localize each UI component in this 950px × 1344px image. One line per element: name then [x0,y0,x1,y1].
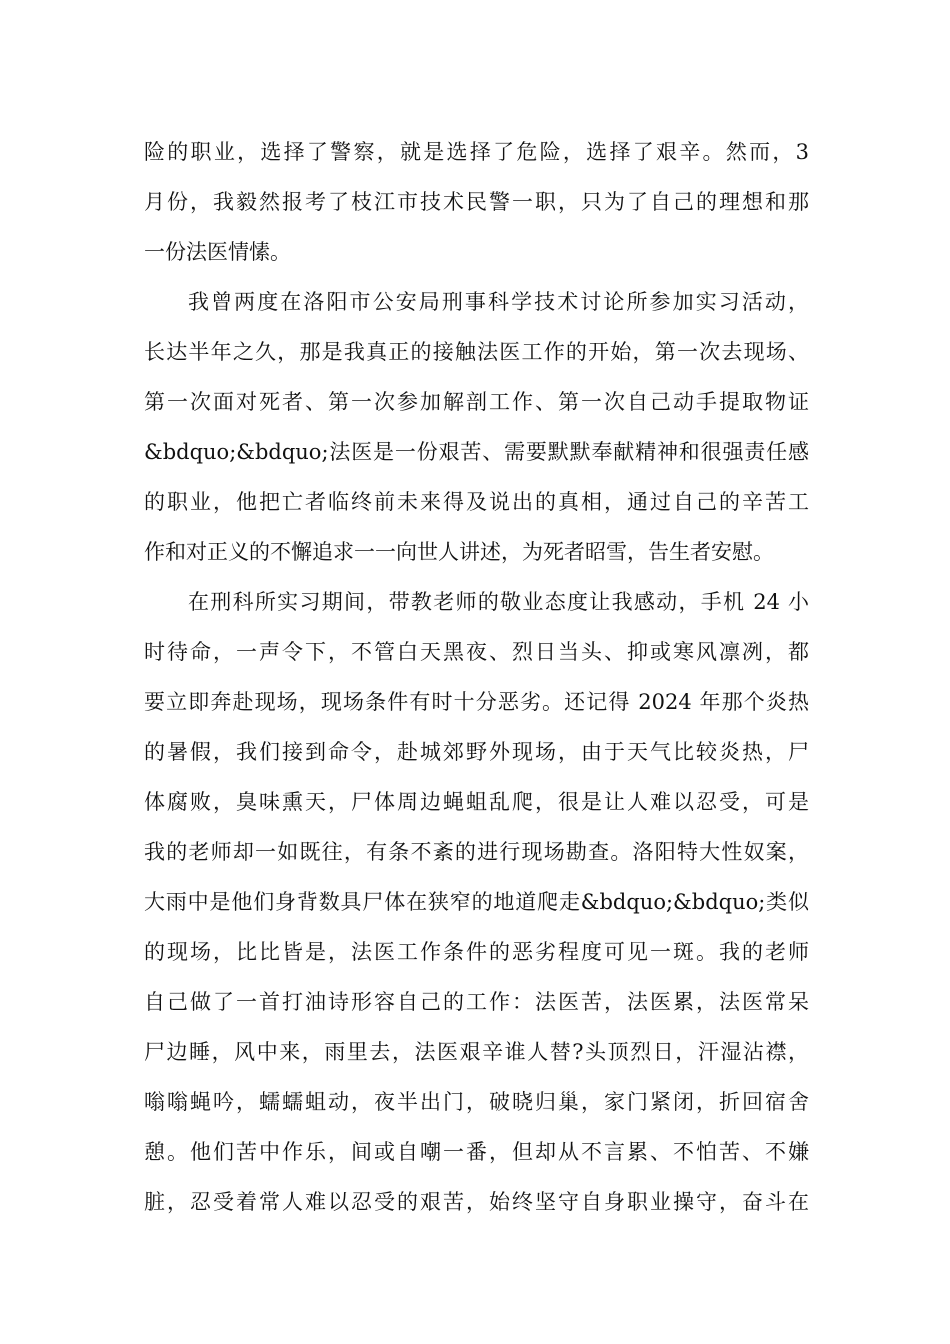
paragraph-first-line: 在刑科所实习期间，带教老师的敬业态度让我感动，手机 24 小 [188,590,809,614]
text-line: 时待命，一声令下，不管白天黑夜、烈日当头、抑或寒风凛冽，都 [144,640,809,664]
text-line: 体腐败，臭味熏天，尸体周边蝇蛆乱爬，很是让人难以忍受，可是 [144,790,809,814]
text-line: 长达半年之久，那是我真正的接触法医工作的开始，第一次去现场、 [144,340,809,364]
text-line: 月份，我毅然报考了枝江市技术民警一职，只为了自己的理想和那 [144,190,809,214]
text-line: 憩。他们苦中作乐，间或自嘲一番，但却从不言累、不怕苦、不嫌 [144,1140,809,1164]
text-line: 作和对正义的不懈追求一一向世人讲述，为死者昭雪，告生者安慰。 [144,540,774,564]
text-line: 的暑假，我们接到命令，赴城郊野外现场，由于天气比较炎热，尸 [144,740,809,764]
text-line: 险的职业，选择了警察，就是选择了危险，选择了艰辛。然而，3 [144,140,809,164]
text-line: 第一次面对死者、第一次参加解剖工作、第一次自己动手提取物证 [144,390,809,414]
text-line: 一份法医情愫。 [144,240,291,264]
text-line: 的职业，他把亡者临终前未来得及说出的真相，通过自己的辛苦工 [144,490,809,514]
text-line: 自己做了一首打油诗形容自己的工作：法医苦，法医累，法医常呆 [144,990,809,1014]
text-line: 尸边睡，风中来，雨里去，法医艰辛谁人替?头顶烈日，汗湿沾襟， [144,1040,809,1064]
text-line: 嗡嗡蝇吟，蠕蠕蛆动，夜半出门，破晓归巢，家门紧闭，折回宿舍 [144,1090,809,1114]
text-line: 我的老师却一如既往，有条不紊的进行现场勘查。洛阳特大性奴案， [144,840,809,864]
text-line: &bdquo;&bdquo;法医是一份艰苦、需要默默奉献精神和很强责任感 [144,440,809,464]
paragraph-first-line: 我曾两度在洛阳市公安局刑事科学技术讨论所参加实习活动， [188,290,809,314]
text-line: 的现场，比比皆是，法医工作条件的恶劣程度可见一斑。我的老师 [144,940,809,964]
text-line: 脏，忍受着常人难以忍受的艰苦，始终坚守自身职业操守，奋斗在 [144,1190,809,1214]
text-line: 要立即奔赴现场，现场条件有时十分恶劣。还记得 2024 年那个炎热 [144,690,809,714]
text-line: 大雨中是他们身背数具尸体在狭窄的地道爬走&bdquo;&bdquo;类似 [144,890,809,914]
